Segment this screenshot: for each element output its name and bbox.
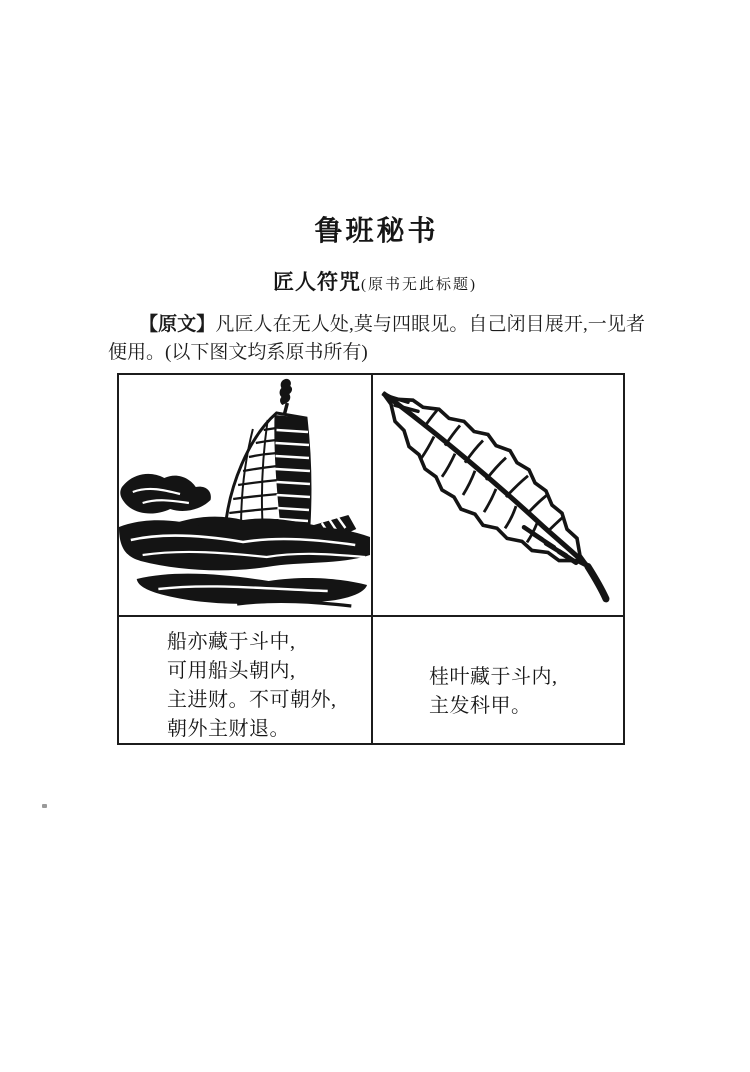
original-text-body: 凡匠人在无人处,莫与四眼见。自己闭目展开,一见者便用。(以下图文均系原书所有) <box>108 314 645 363</box>
caption-line: 桂叶藏于斗内, <box>429 666 558 688</box>
boat-caption-cell <box>119 617 373 743</box>
boat-figure-cell <box>119 375 373 617</box>
leaf-icon <box>373 375 623 615</box>
caption-line: 主发科甲。 <box>429 695 532 717</box>
section-heading: 匠人符咒 <box>273 270 361 294</box>
section-heading-note: (原书无此标题) <box>361 277 477 293</box>
page-title: 鲁班秘书 <box>314 216 439 247</box>
caption-line: 船亦藏于斗中, <box>167 631 296 653</box>
section-heading-row <box>0 266 750 296</box>
caption-line: 可用船头朝内, <box>167 660 296 682</box>
caption-line: 主进财。不可朝外, <box>167 689 337 711</box>
original-text-paragraph <box>108 311 645 367</box>
figure-table <box>117 373 625 745</box>
caption-line: 朝外主财退。 <box>167 718 290 740</box>
boat-on-waves-icon <box>119 375 371 615</box>
original-text-label: 【原文】 <box>139 314 216 335</box>
scan-artifact-speck <box>42 804 47 808</box>
leaf-caption-cell <box>373 617 623 743</box>
leaf-figure-cell <box>373 375 623 617</box>
